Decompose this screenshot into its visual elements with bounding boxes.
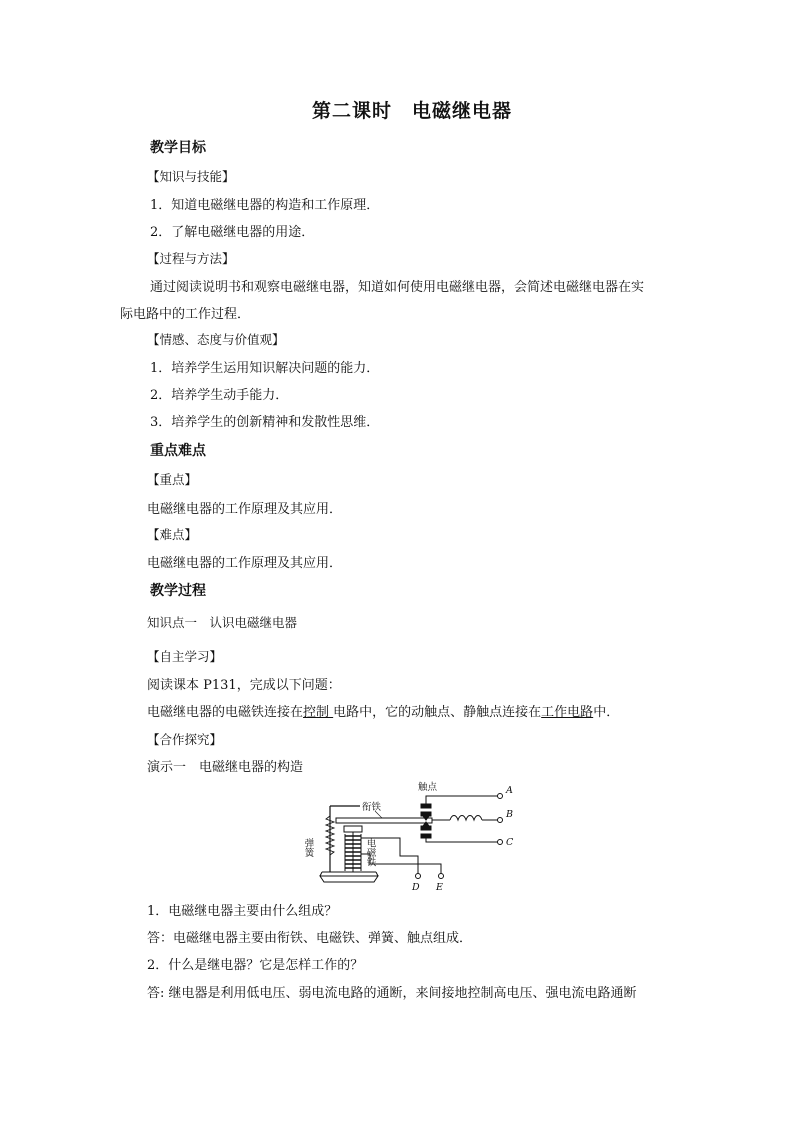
focus-label: 【重点】: [147, 472, 198, 487]
demo-title: 演示一 电磁继电器的构造: [147, 760, 304, 775]
fill-answer-control: 控制: [303, 705, 334, 720]
teaching-process-heading: 教学过程: [150, 583, 206, 599]
question-2: 2．什么是继电器？它是怎样工作的？: [147, 958, 364, 973]
knowledge-point-title: 知识点一 认识电磁继电器: [147, 615, 298, 630]
process-method-text-line1: 通过阅读说明书和观察电磁继电器，知道如何使用电磁继电器，会简述电磁继电器在实: [150, 280, 645, 295]
label-armature: 衔铁: [362, 802, 382, 813]
label-contact: 触点: [418, 782, 438, 793]
electromagnet-core: [344, 826, 362, 872]
reading-prompt: 阅读课本 P131，完成以下问题：: [147, 678, 341, 693]
fill-answer-working-circuit: 工作电路: [541, 705, 594, 720]
fill-text-part2: 电路中，它的动触点、静触点连接在: [333, 705, 542, 720]
answer-2: 答: 继电器是利用低电压、弱电流电路的通断，来间接地控制高电压、强电流电路通断: [147, 986, 637, 1001]
difficulty-text: 电磁继电器的工作原理及其应用．: [147, 556, 343, 571]
emotion-label: 【情感、态度与价值观】: [147, 332, 285, 347]
objectives-heading: 教学目标: [150, 140, 206, 156]
label-c: C: [506, 837, 514, 848]
page-title: 第二课时 电磁继电器: [312, 100, 513, 122]
self-study-label: 【自主学习】: [147, 649, 223, 664]
relay-structure-diagram: [300, 776, 530, 894]
emotion-item-3: 3．培养学生的创新精神和发散性思维．: [150, 415, 380, 430]
emotion-item-2: 2．培养学生动手能力．: [150, 388, 289, 403]
emotion-item-1: 1．培养学生运用知识解决问题的能力．: [150, 361, 380, 376]
knowledge-item-2: 2．了解电磁继电器的用途．: [150, 225, 315, 240]
armature-bar: [336, 818, 432, 823]
answer-1: 答：电磁继电器主要由衔铁、电磁铁、弹簧、触点组成．: [147, 931, 473, 946]
relay-base: [320, 872, 378, 882]
fill-text-part3: 中．: [593, 705, 620, 720]
fill-in-sentence: [147, 706, 619, 719]
cooperation-label: 【合作探究】: [147, 732, 223, 747]
label-electromagnet: 电磁铁: [364, 838, 376, 867]
label-spring: 弹簧: [302, 838, 314, 857]
process-method-text-line2: 际电路中的工作过程．: [120, 307, 251, 322]
process-method-label: 【过程与方法】: [147, 251, 235, 266]
focus-text: 电磁继电器的工作原理及其应用．: [147, 502, 343, 517]
label-b: B: [506, 809, 513, 820]
inductor-coil: [450, 816, 482, 821]
question-1: 1．电磁继电器主要由什么组成？: [147, 904, 338, 919]
label-a: A: [506, 785, 513, 796]
fill-text-part1: 电磁继电器的电磁铁连接在: [147, 705, 304, 720]
difficulty-label: 【难点】: [147, 527, 198, 542]
label-e: E: [436, 882, 443, 893]
knowledge-skills-label: 【知识与技能】: [147, 169, 235, 184]
knowledge-item-1: 1．知道电磁继电器的构造和工作原理．: [150, 198, 380, 213]
keypoints-heading: 重点难点: [150, 443, 206, 459]
label-d: D: [412, 882, 420, 893]
circuit-wires: [426, 796, 498, 842]
